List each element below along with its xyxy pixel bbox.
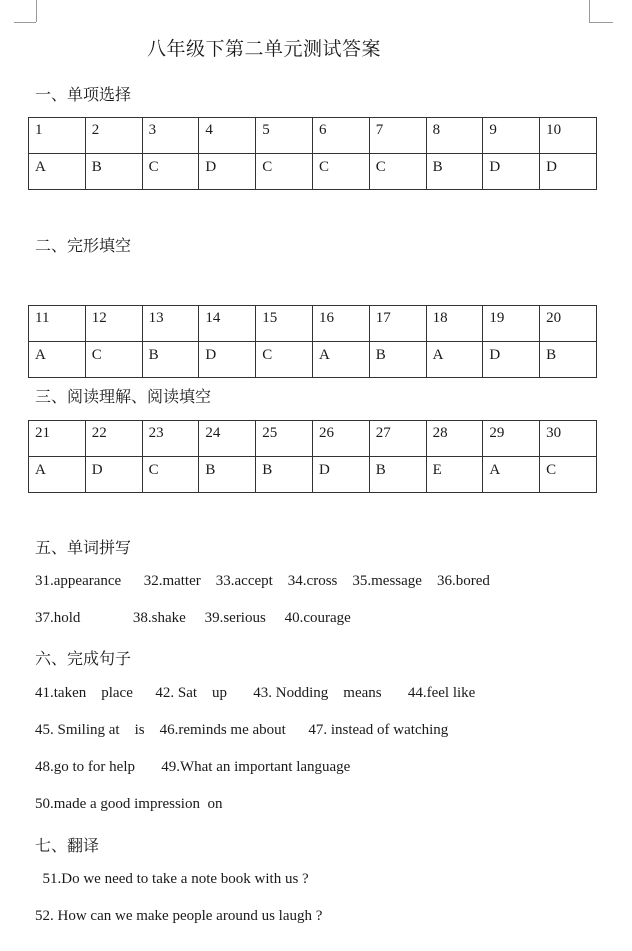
- section1-table: [28, 117, 597, 190]
- table-cell: A: [483, 457, 540, 493]
- table-cell: E: [426, 457, 483, 493]
- table-cell: 14: [199, 306, 256, 342]
- table-cell: 8: [426, 118, 483, 154]
- table-cell: C: [142, 457, 199, 493]
- table-cell: 7: [369, 118, 426, 154]
- translation-line-1: 51.Do we need to take a note book with us ?: [35, 871, 309, 887]
- table-cell: 4: [199, 118, 256, 154]
- table-cell: 6: [312, 118, 369, 154]
- table-cell: 19: [483, 306, 540, 342]
- table-cell: C: [256, 342, 313, 378]
- spelling-line-1: 31.appearance 32.matter 33.accept 34.cross 35.message 36.bored: [35, 573, 490, 589]
- table-cell: C: [312, 154, 369, 190]
- table-cell: A: [426, 342, 483, 378]
- table-cell: C: [540, 457, 597, 493]
- sentence-line-4: 50.made a good impression on: [35, 796, 223, 812]
- section5-heading: 五、单词拼写: [35, 540, 132, 557]
- sentence-line-3: 48.go to for help 49.What an important language: [35, 759, 351, 775]
- table-cell: 9: [483, 118, 540, 154]
- table-cell: 28: [426, 421, 483, 457]
- table-cell: 26: [312, 421, 369, 457]
- table-cell: D: [483, 342, 540, 378]
- table-cell: 25: [256, 421, 313, 457]
- table-cell: A: [29, 154, 86, 190]
- section3-heading: 三、阅读理解、阅读填空: [35, 389, 212, 406]
- table-cell: C: [256, 154, 313, 190]
- spelling-line-2: 37.hold 38.shake 39.serious 40.courage: [35, 610, 351, 626]
- table-cell: D: [199, 342, 256, 378]
- section3-answer-row: [29, 457, 597, 493]
- table-cell: C: [369, 154, 426, 190]
- page-title: 八年级下第二单元测试答案: [147, 39, 382, 60]
- section2-heading: 二、完形填空: [35, 238, 132, 255]
- translation-line-2: 52. How can we make people around us laugh ?: [35, 908, 323, 924]
- table-cell: 17: [369, 306, 426, 342]
- section2-number-row: [29, 306, 597, 342]
- section6-heading: 六、完成句子: [35, 651, 132, 668]
- table-cell: 20: [540, 306, 597, 342]
- table-cell: 24: [199, 421, 256, 457]
- section1-answer-row: [29, 154, 597, 190]
- section3-number-row: [29, 421, 597, 457]
- table-cell: 5: [256, 118, 313, 154]
- table-cell: 2: [85, 118, 142, 154]
- section7-heading: 七、翻译: [35, 838, 100, 855]
- table-cell: 22: [85, 421, 142, 457]
- sentence-line-1: 41.taken place 42. Sat up 43. Nodding means 44.feel like: [35, 685, 476, 701]
- table-cell: B: [199, 457, 256, 493]
- sentence-line-2: 45. Smiling at is 46.reminds me about 47. instead of watching: [35, 722, 449, 738]
- table-cell: C: [85, 342, 142, 378]
- section1-heading: 一、单项选择: [35, 87, 132, 104]
- table-cell: B: [369, 342, 426, 378]
- table-cell: 30: [540, 421, 597, 457]
- table-cell: B: [369, 457, 426, 493]
- table-cell: A: [29, 342, 86, 378]
- table-cell: D: [483, 154, 540, 190]
- table-cell: D: [85, 457, 142, 493]
- section1-number-row: [29, 118, 597, 154]
- table-cell: B: [256, 457, 313, 493]
- section2-answer-row: [29, 342, 597, 378]
- table-cell: D: [540, 154, 597, 190]
- margin-mark-top-right-h: [589, 22, 613, 23]
- table-cell: 13: [142, 306, 199, 342]
- table-cell: D: [199, 154, 256, 190]
- table-cell: 12: [85, 306, 142, 342]
- table-cell: 16: [312, 306, 369, 342]
- table-cell: 21: [29, 421, 86, 457]
- table-cell: 1: [29, 118, 86, 154]
- table-cell: A: [312, 342, 369, 378]
- table-cell: 15: [256, 306, 313, 342]
- table-cell: C: [142, 154, 199, 190]
- table-cell: 27: [369, 421, 426, 457]
- margin-mark-top-right: [589, 0, 590, 22]
- table-cell: 11: [29, 306, 86, 342]
- table-cell: B: [142, 342, 199, 378]
- section2-table: [28, 305, 597, 378]
- table-cell: B: [85, 154, 142, 190]
- table-cell: 10: [540, 118, 597, 154]
- table-cell: 23: [142, 421, 199, 457]
- table-cell: B: [426, 154, 483, 190]
- section3-table: [28, 420, 597, 493]
- margin-mark-top-left-h: [14, 22, 36, 23]
- table-cell: 3: [142, 118, 199, 154]
- table-cell: 29: [483, 421, 540, 457]
- margin-mark-top-left: [36, 0, 37, 22]
- table-cell: A: [29, 457, 86, 493]
- table-cell: B: [540, 342, 597, 378]
- table-cell: 18: [426, 306, 483, 342]
- table-cell: D: [312, 457, 369, 493]
